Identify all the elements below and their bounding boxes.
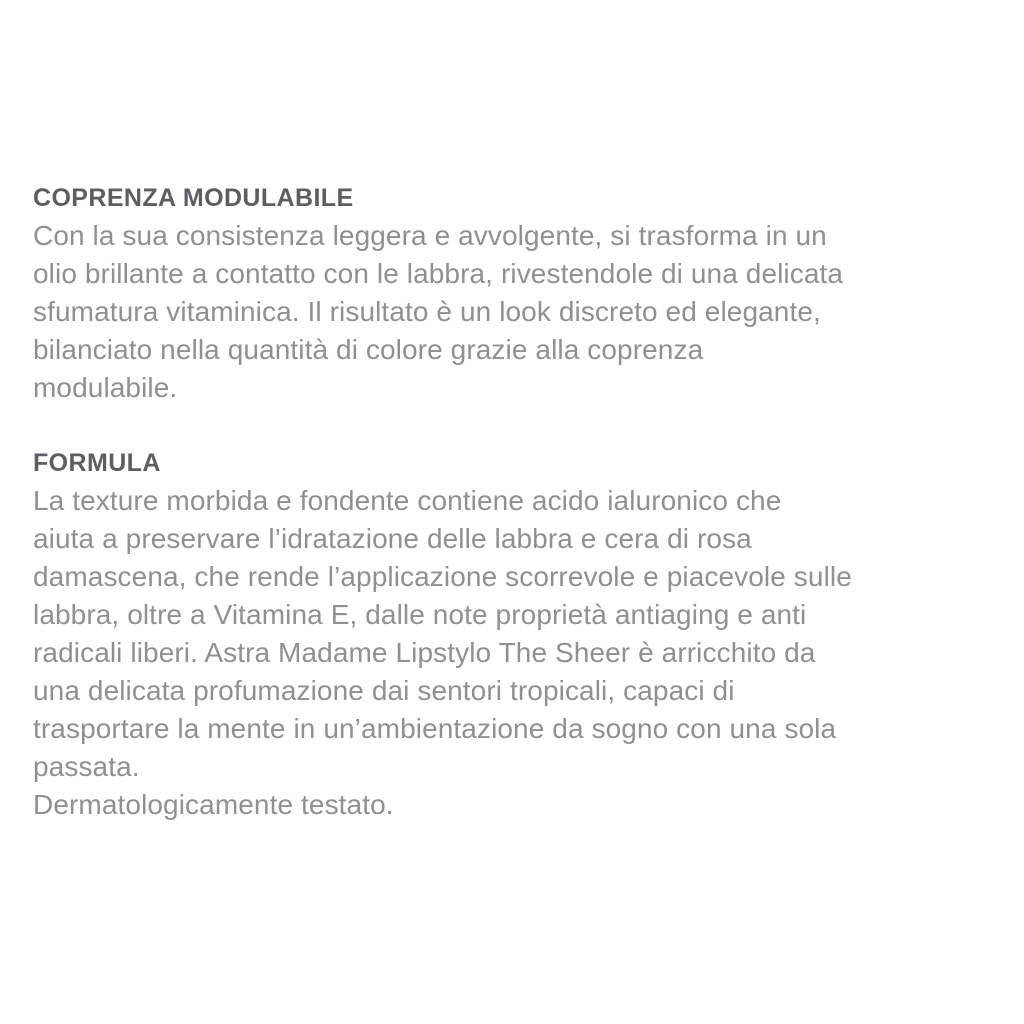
section-title: COPRENZA MODULABILE xyxy=(33,184,354,212)
section-title: FORMULA xyxy=(33,449,161,477)
product-description-content xyxy=(33,179,991,824)
section-body-text: Con la sua consistenza leggera e avvolgente, si trasforma in un olio brillante a contatto con le labbra, rivestendole di una delicata sfumatura vitaminica. Il risultato è un look discreto ed elegante, bilanciato nella quantità di colore grazie alla coprenza modulabile. xyxy=(33,220,844,403)
section-coprenza-modulabile xyxy=(33,179,991,407)
section-formula xyxy=(33,444,991,824)
section-body-text: La texture morbida e fondente contiene acido ialuronico che aiuta a preservare l’idratazione delle labbra e cera di rosa damascena, che rende l’applicazione scorrevole e piacevole sulle labbra, oltre a Vitamina E, dalle note proprietà antiaging e anti radicali liberi. Astra Madame Lipstylo The Sheer è arricchito da una delicata profumazione dai sentori tropicali, capaci di trasportare la mente in un’ambientazione da sogno con una sola passata. Dermatologicamente testato. xyxy=(33,485,852,820)
